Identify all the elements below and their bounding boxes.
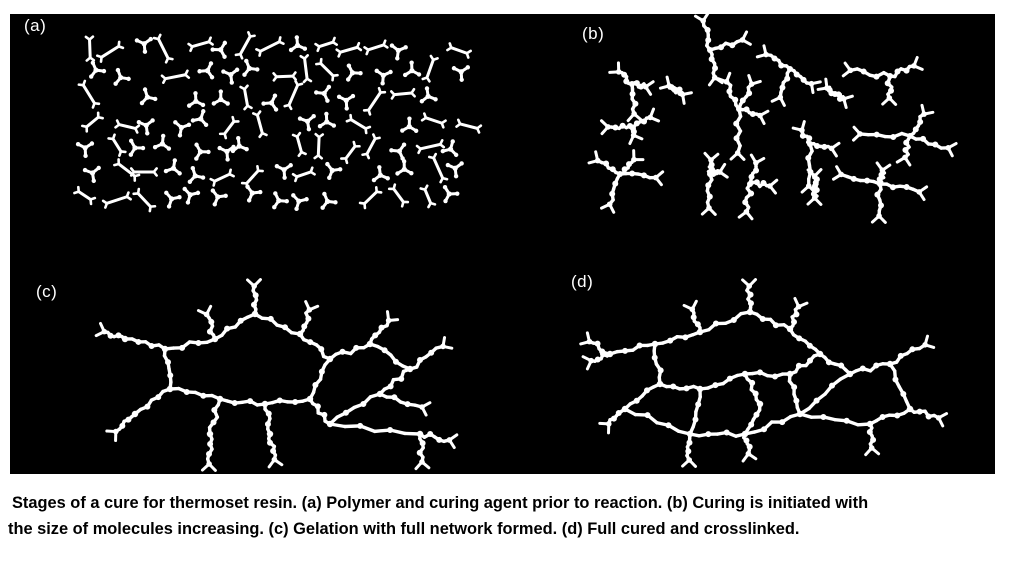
panel-d-crosslinked-network (581, 280, 947, 467)
panel-b-growing-chains (589, 14, 956, 222)
panel-label-b: (b) (582, 24, 605, 43)
panel-c-gel-network (96, 280, 457, 471)
caption-line-2: the size of molecules increasing. (c) Gelation with full network formed. (d) Full cured and crosslinked. (8, 520, 800, 538)
panel-label-a: (a) (24, 16, 47, 35)
caption-line-1: Stages of a cure for thermoset resin. (a) Polymer and curing agent prior to reaction. (b) Curing is initiated with (12, 494, 869, 512)
figure-caption (8, 490, 1008, 542)
panel-label-c: (c) (36, 282, 58, 301)
panel-label-d: (d) (571, 272, 594, 291)
cure-stages-figure (10, 14, 995, 474)
panel-a-monomers (74, 32, 480, 211)
molecule-drawing (10, 14, 995, 474)
